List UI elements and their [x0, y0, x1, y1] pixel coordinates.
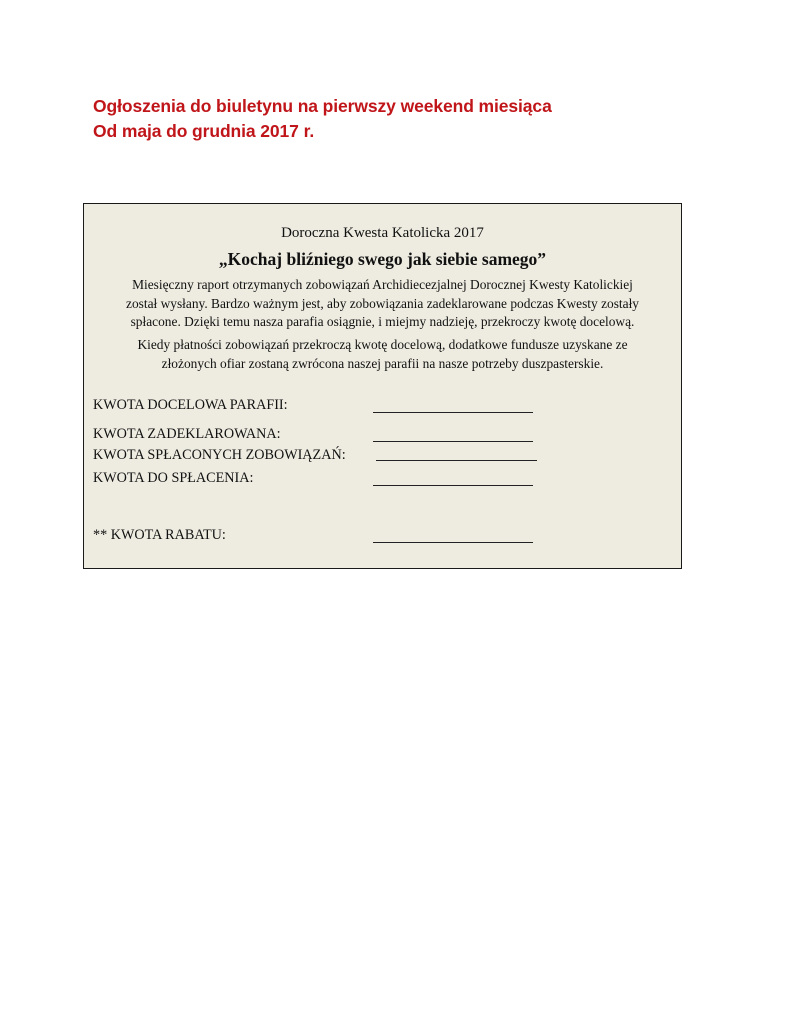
box-title: Doroczna Kwesta Katolicka 2017	[281, 225, 484, 241]
heading-line-1: Ogłoszenia do biuletynu na pierwszy weekend miesiąca	[93, 96, 552, 116]
declared-amount-label: KWOTA ZADEKLAROWANA:	[93, 426, 281, 442]
surplus-line-2: złożonych ofiar zostaną zwrócona naszej parafii na nasze potrzeby duszpasterskie.	[161, 355, 604, 371]
remaining-amount-label: KWOTA DO SPŁACENIA:	[93, 470, 254, 486]
report-line-1: Miesięczny raport otrzymanych zobowiązań Archidiecezjalnej Dorocznej Kwesty Katolickiej	[132, 277, 633, 292]
paid-amount-blank	[376, 460, 537, 461]
rebate-amount-blank	[373, 542, 533, 543]
report-paragraph	[94, 276, 671, 332]
report-line-3: spłacone. Dzięki temu nasza parafia osiągnie, i miejmy nadzieję, przekroczy kwotę docelową.	[130, 314, 635, 329]
rebate-amount-label: ** KWOTA RABATU:	[93, 527, 226, 543]
target-amount-blank	[373, 412, 533, 413]
declared-amount-blank	[373, 441, 533, 442]
surplus-paragraph	[94, 336, 671, 373]
report-line-2: został wysłany. Bardzo ważnym jest, aby zobowiązania zadeklarowane podczas Kwesty zostały	[126, 295, 639, 311]
remaining-amount-blank	[373, 485, 533, 486]
motto: „Kochaj bliźniego swego jak siebie samego”	[218, 249, 547, 269]
heading-line-2: Od maja do grudnia 2017 r.	[93, 121, 315, 141]
bulletin-heading	[93, 94, 552, 144]
announcement-box	[83, 203, 682, 569]
surplus-line-1: Kiedy płatności zobowiązań przekroczą kwotę docelową, dodatkowe fundusze uzyskane ze	[137, 337, 628, 352]
target-amount-label: KWOTA DOCELOWA PARAFII:	[93, 397, 288, 413]
paid-amount-label: KWOTA SPŁACONYCH ZOBOWIĄZAŃ:	[93, 447, 346, 463]
